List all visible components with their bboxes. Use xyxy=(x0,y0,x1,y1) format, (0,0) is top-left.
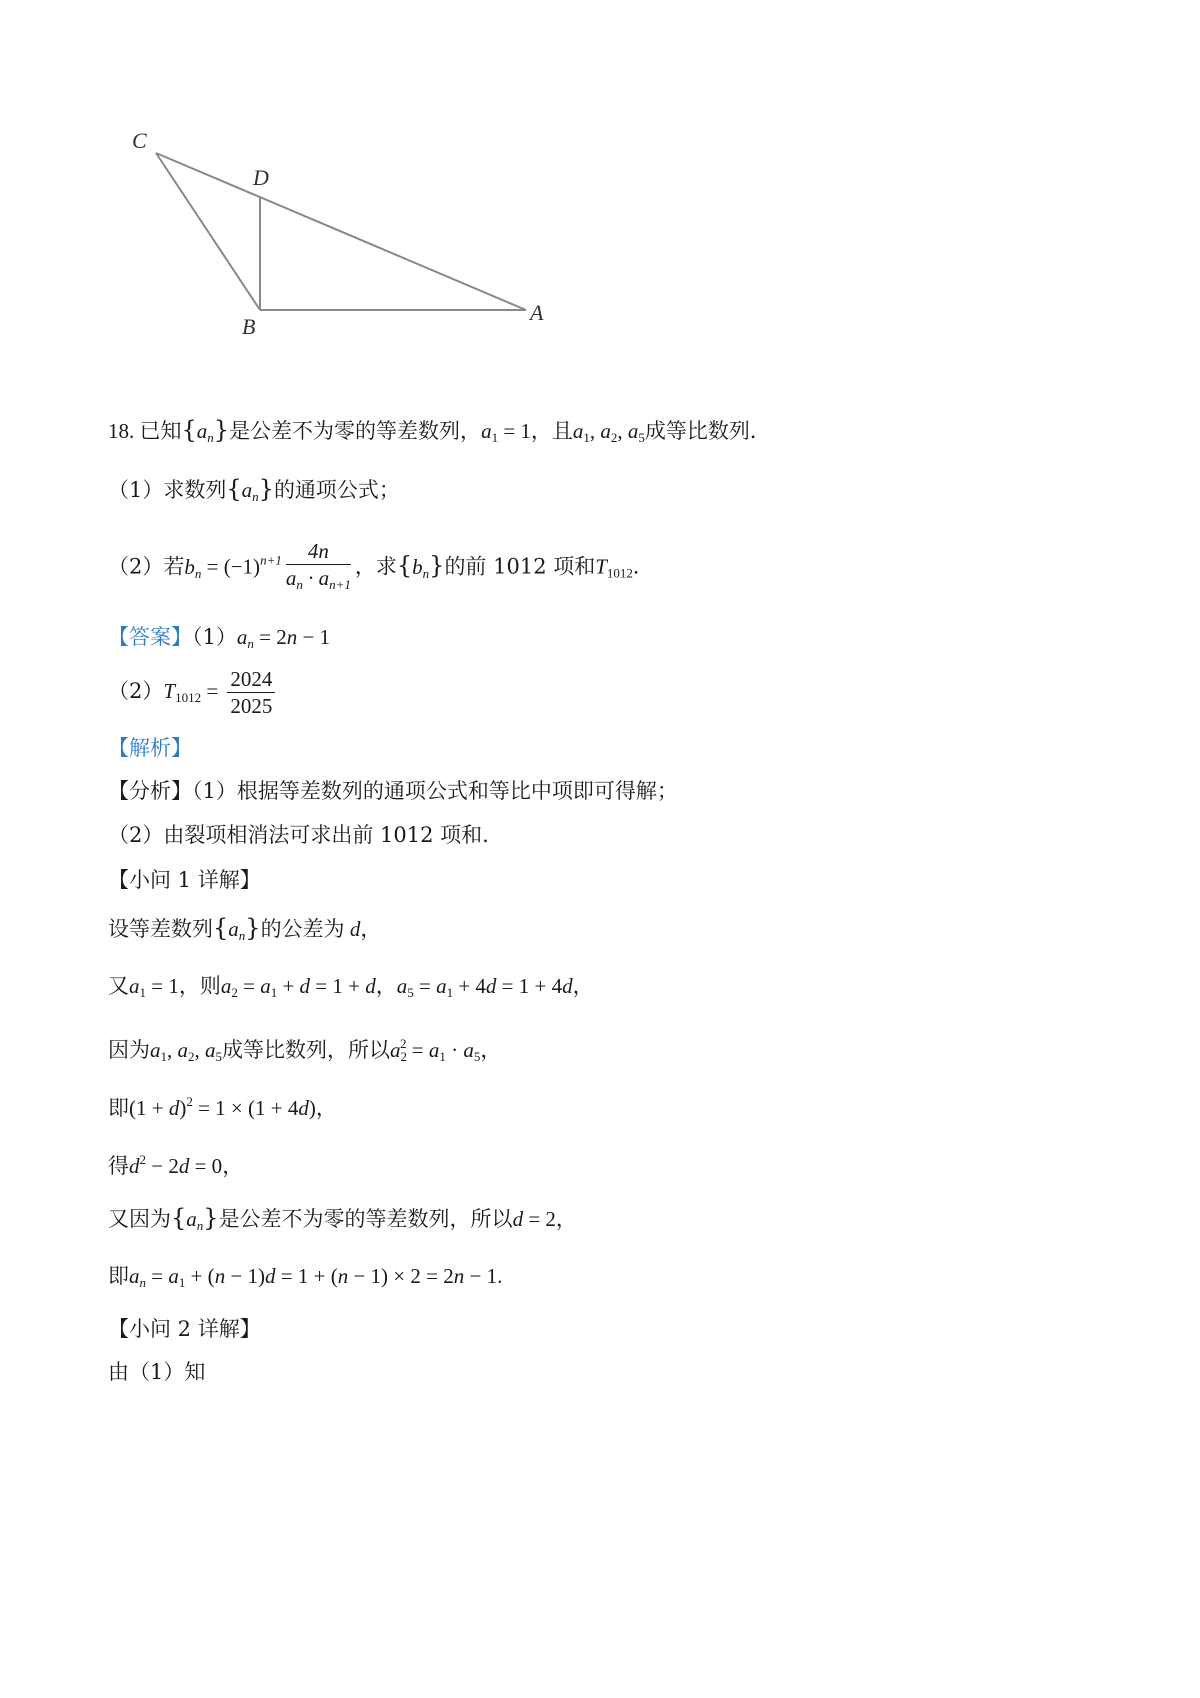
sub1-line-6: 又因为$\{a_n\}$是公差不为零的等差数列，所以d = 2， xyxy=(108,1204,577,1233)
point-label-a: A xyxy=(530,300,544,325)
triangle-figure xyxy=(128,128,608,378)
point-label-b: B xyxy=(242,314,256,339)
sub1-line-5: 得$d^2 - 2d = 0$， xyxy=(108,1152,244,1178)
q18-text-1: 已知 xyxy=(139,419,182,443)
fenxi-line-1: 【分析】（1）根据等差数列的通项公式和等比中项即可得解； xyxy=(108,779,678,803)
segment-cb xyxy=(156,153,260,310)
point-label-c: C xyxy=(132,128,147,153)
segment-ca xyxy=(156,153,526,310)
sub2-line-1: 由（1）知 xyxy=(108,1360,206,1384)
analysis-tag: 【解析】 xyxy=(108,736,192,760)
sub1-line-7: 即$a_n = a_1 + (n - 1)d = 1 + (n - 1) \times 2 = 2n - 1$. xyxy=(108,1264,503,1290)
answer-line-2: $(2)T_{1012}$ = $\frac{2024}{2025}$ xyxy=(108,666,279,719)
question-part-1: （1）求数列$\{a_n\}$的通项公式； xyxy=(108,475,400,504)
triangle-diagram xyxy=(128,128,608,378)
fenxi-line-2: （2）由裂项相消法可求出前 1012 项和. xyxy=(108,823,489,847)
question-part-2: （2）若$b_n = (-1)^{n+1}$ $\frac{4n}{a_n \cdot a_{n+1}}$ ，求$\{b_n\}$的前 1012 项和$T_{1012}$． xyxy=(108,538,654,598)
sub1-line-4: 即$(1 + d)^2 = 1 \times (1 + 4d)$， xyxy=(108,1094,337,1120)
q18-text-4: 成等比数列． xyxy=(644,419,771,443)
point-label-d: D xyxy=(253,165,269,190)
sub1-line-1: 设等差数列$\{a_n\}$的公差为 d， xyxy=(108,914,382,943)
q18-text-2: 是公差不为零的等差数列， xyxy=(229,419,482,443)
answer-tag: 【答案】 xyxy=(108,625,192,649)
answer-fraction: $\frac{2024}{2025}$ xyxy=(227,666,275,719)
answer-line-1: 【答案】$(1)a_n = 2n - 1$ xyxy=(108,625,331,651)
sub2-tag: 【小问 2 详解】 xyxy=(108,1317,261,1341)
question-number: 18. xyxy=(108,419,140,443)
sub1-line-3: 因为$a_1$, $a_2$, $a_5$成等比数列，所以$a_2^2 = a_1 \cdot a_5$， xyxy=(108,1036,502,1064)
sub1-line-2: 又$a_1 = 1$，则$a_2 = a_1 + d = 1 + d$，$a_5 = a_1 + 4d = 1 + 4d$， xyxy=(108,974,594,1000)
sub1-tag: 【小问 1 详解】 xyxy=(108,868,261,892)
q18-text-3: ，且 xyxy=(530,419,573,443)
fraction-bn: $\frac{4n}{a_n \cdot a_{n+1}}$ xyxy=(285,539,351,592)
question-18: 18. 已知$\{a_n\}$是公差不为零的等差数列，$a_1 = 1$，且$a_1$, $a_2$, $a_5$成等比数列． xyxy=(108,416,771,445)
